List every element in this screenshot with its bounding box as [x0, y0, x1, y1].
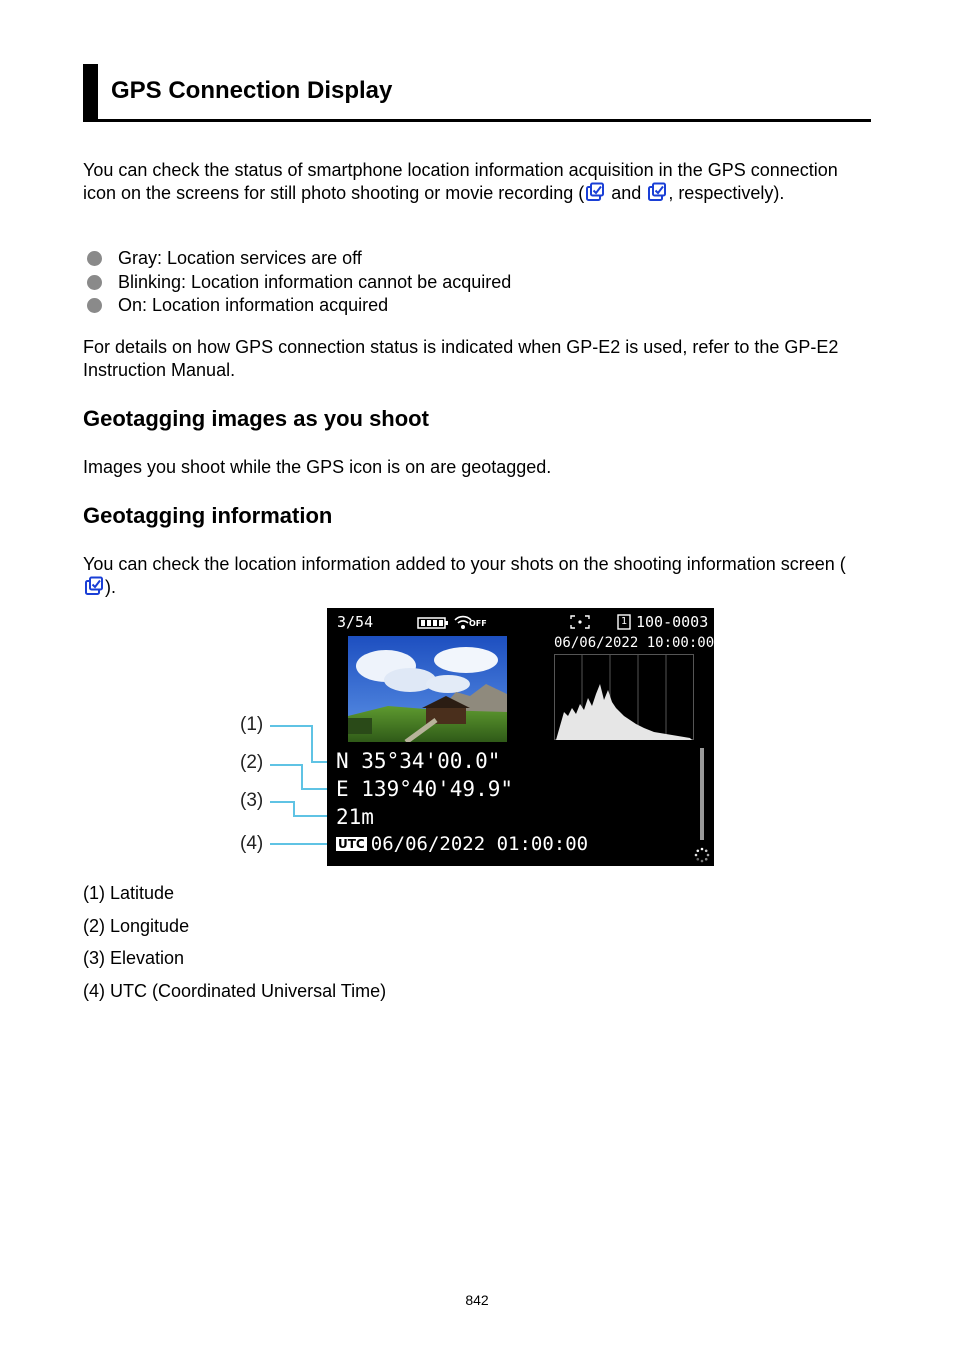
image-count: 3/54	[337, 613, 374, 631]
intro-text-2: and	[606, 183, 647, 203]
callout-definitions	[83, 880, 386, 1010]
gps-off-label: OFF	[469, 619, 487, 628]
title-marker	[83, 64, 98, 122]
folder-file-number: 100-0003	[636, 613, 709, 631]
geotag-shoot-text: Images you shoot while the GPS icon is on are geotagged.	[83, 457, 552, 477]
latitude-value: N 35°34'00.0"	[336, 749, 501, 773]
title-underline	[83, 119, 871, 122]
busy-spinner-icon	[694, 847, 710, 863]
link-icon[interactable]	[84, 576, 104, 596]
section-title: GPS Connection Display	[111, 77, 393, 104]
bullet-icon	[87, 275, 102, 290]
list-item: (4) UTC (Coordinated Universal Time)	[83, 980, 387, 1001]
utc-value: 06/06/2022 01:00:00	[370, 833, 589, 855]
callout-3: (3)	[240, 790, 264, 811]
longitude-value: E 139°40'49.9"	[336, 777, 514, 801]
list-item: (1) Latitude	[83, 883, 175, 903]
histogram	[554, 654, 694, 740]
callout-leader-lines	[236, 608, 336, 868]
bullet-icon	[87, 298, 102, 313]
list-item: (3) Elevation	[83, 948, 185, 969]
utc-row	[336, 835, 588, 854]
shooting-datetime: 06/06/2022 10:00:00	[554, 635, 714, 651]
geotag-shoot-heading: Geotagging images as you shoot	[83, 406, 429, 431]
callout-4: (4)	[240, 833, 264, 854]
gpe2-note: For details on how GPS connection status is indicated when GP-E2 is used, refer to the GP-E2 Instruction Manual.	[83, 337, 839, 380]
card-number: 1	[621, 616, 628, 627]
geotag-info-text: You can check the location information added to your shots on the shooting information screen ().	[83, 554, 846, 597]
camera-info-screen	[327, 608, 714, 866]
page-number: 842	[465, 1292, 489, 1308]
list-item: Blinking: Location information cannot be acquired	[83, 271, 511, 295]
list-item: (2) Longitude	[83, 915, 190, 936]
intro-paragraph	[83, 159, 863, 205]
callout-2: (2)	[240, 752, 264, 773]
link-icon[interactable]	[647, 182, 667, 202]
link-icon[interactable]	[585, 182, 605, 202]
geotag-info-heading: Geotagging information	[83, 503, 333, 528]
scroll-bar	[700, 748, 704, 840]
battery-icon	[417, 616, 449, 630]
photo-thumbnail	[348, 636, 507, 742]
intro-text-1: You can check the status of smartphone location information acquisition in the GPS connection icon on the screens for still photo shooting or movie recording (	[83, 160, 838, 203]
list-item: Gray: Location services are off	[83, 247, 511, 271]
section-title-bar	[83, 64, 871, 122]
bullet-icon	[87, 251, 102, 266]
utc-label: UTC	[338, 837, 365, 851]
status-list	[83, 247, 511, 318]
intro-text-3: , respectively).	[668, 183, 785, 203]
list-item: On: Location information acquired	[83, 294, 511, 318]
callout-1: (1)	[240, 714, 264, 735]
elevation-value: 21m	[336, 805, 374, 829]
shooting-info-figure	[236, 608, 716, 868]
af-point-icon	[570, 615, 590, 629]
